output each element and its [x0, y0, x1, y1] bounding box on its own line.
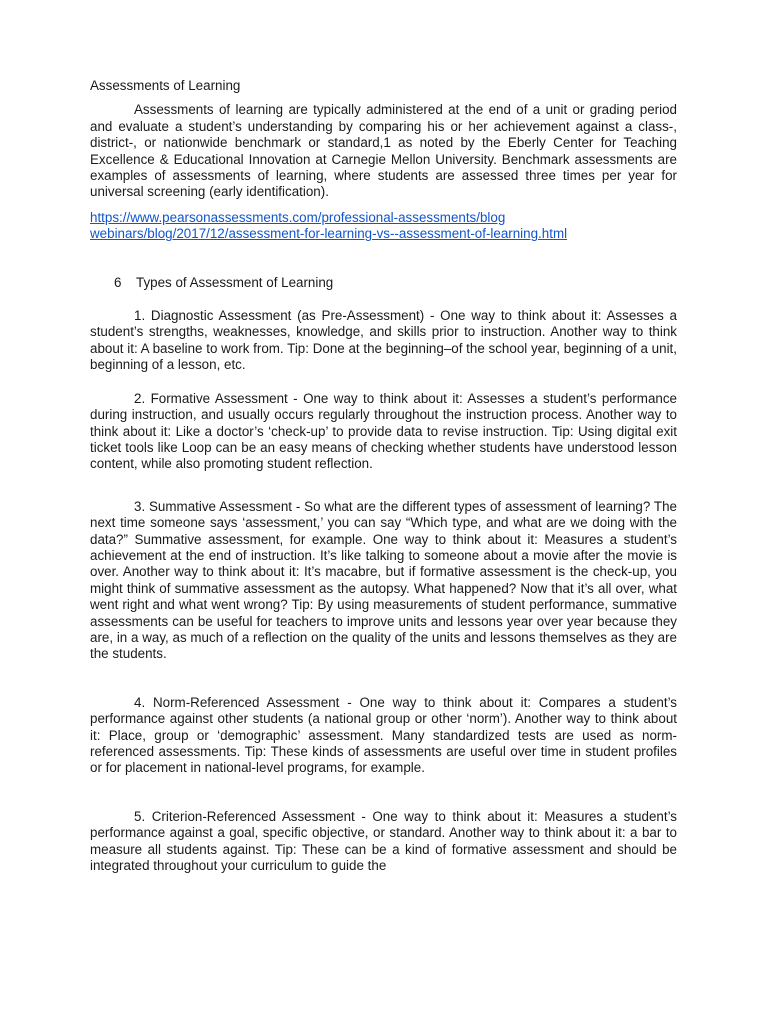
- list-item-diagnostic: 1. Diagnostic Assessment (as Pre-Assessment) - One way to think about it: Assesses a student’s strengths, weaknesses, knowledge, and skills prior to instruction. Another way to think about it: A baseline to work from. Tip: Done at the beginning–of the school year, beginning of a unit, beginning of a lesson, etc.: [90, 308, 677, 373]
- document-page: [90, 78, 677, 874]
- list-item-norm-referenced: 4. Norm-Referenced Assessment - One way to think about it: Compares a student’s performance against other students (a national group or other ‘norm’). Another way to think about it: Place, group or ‘demographic’ assessment. Many standardized tests are used as norm-referenced assessments. Tip: These kinds of assessments are useful over time in student profiles or for placement in national-level programs, for example.: [90, 694, 677, 776]
- reference-link-line-2[interactable]: webinars/blog/2017/12/assessment-for-learning-vs--assessment-of-learning.html: [90, 226, 568, 242]
- reference-link[interactable]: [90, 210, 677, 243]
- intro-paragraph: Assessments of learning are typically administered at the end of a unit or grading period and evaluate a student’s understanding by comparing his or her achievement against a class-, district-, or nationwide benchmark or standard,1 as noted by the Eberly Center for Teaching Excellence & Educational Innovation at Carnegie Mellon University. Benchmark assessments are examples of assessments of learning, where students are assessed three times per year for universal screening (early identification).: [90, 102, 677, 200]
- list-heading: [114, 275, 677, 291]
- document-title: Assessments of Learning: [90, 78, 241, 93]
- list-heading-number: 6: [114, 274, 122, 290]
- reference-link-line-1[interactable]: https://www.pearsonassessments.com/professional-assessments/blog: [90, 209, 506, 225]
- list-heading-text: Types of Assessment of Learning: [136, 274, 334, 290]
- list-item-summative: 3. Summative Assessment - So what are the different types of assessment of learning? The next time someone says ‘assessment,’ you can say “Which type, and what are we doing with the data?” Summative assessment, for example. One way to think about it: Measures a student’s achievement at the end of instruction. It’s like talking to someone about a movie after the movie is over. Another way to think about it: It’s macabre, but if formative assessment is the check-up, you might think of summative assessment as the autopsy. What happened? Now that it’s all over, what went right and what went wrong? Tip: By using measurements of student performance, summative assessments can be useful for teachers to improve units and lessons year over year because they are, in a way, as much of a reflection on the quality of the units and lessons themselves as they are the students.: [90, 498, 677, 662]
- list-item-criterion-referenced: 5. Criterion-Referenced Assessment - One way to think about it: Measures a student’s performance against a goal, specific objective, or standard. Another way to think about it: a bar to measure all students against. Tip: These can be a kind of formative assessment and should be integrated throughout your curriculum to guide the: [90, 808, 677, 874]
- list-item-formative: 2. Formative Assessment - One way to think about it: Assesses a student’s performance during instruction, and usually occurs regularly throughout the instruction process. Another way to think about it: Like a doctor’s ‘check-up’ to provide data to revise instruction. Tip: Using digital exit ticket tools like Loop can be an easy means of checking whether students have understood lesson content, while also promoting student reflection.: [90, 390, 677, 472]
